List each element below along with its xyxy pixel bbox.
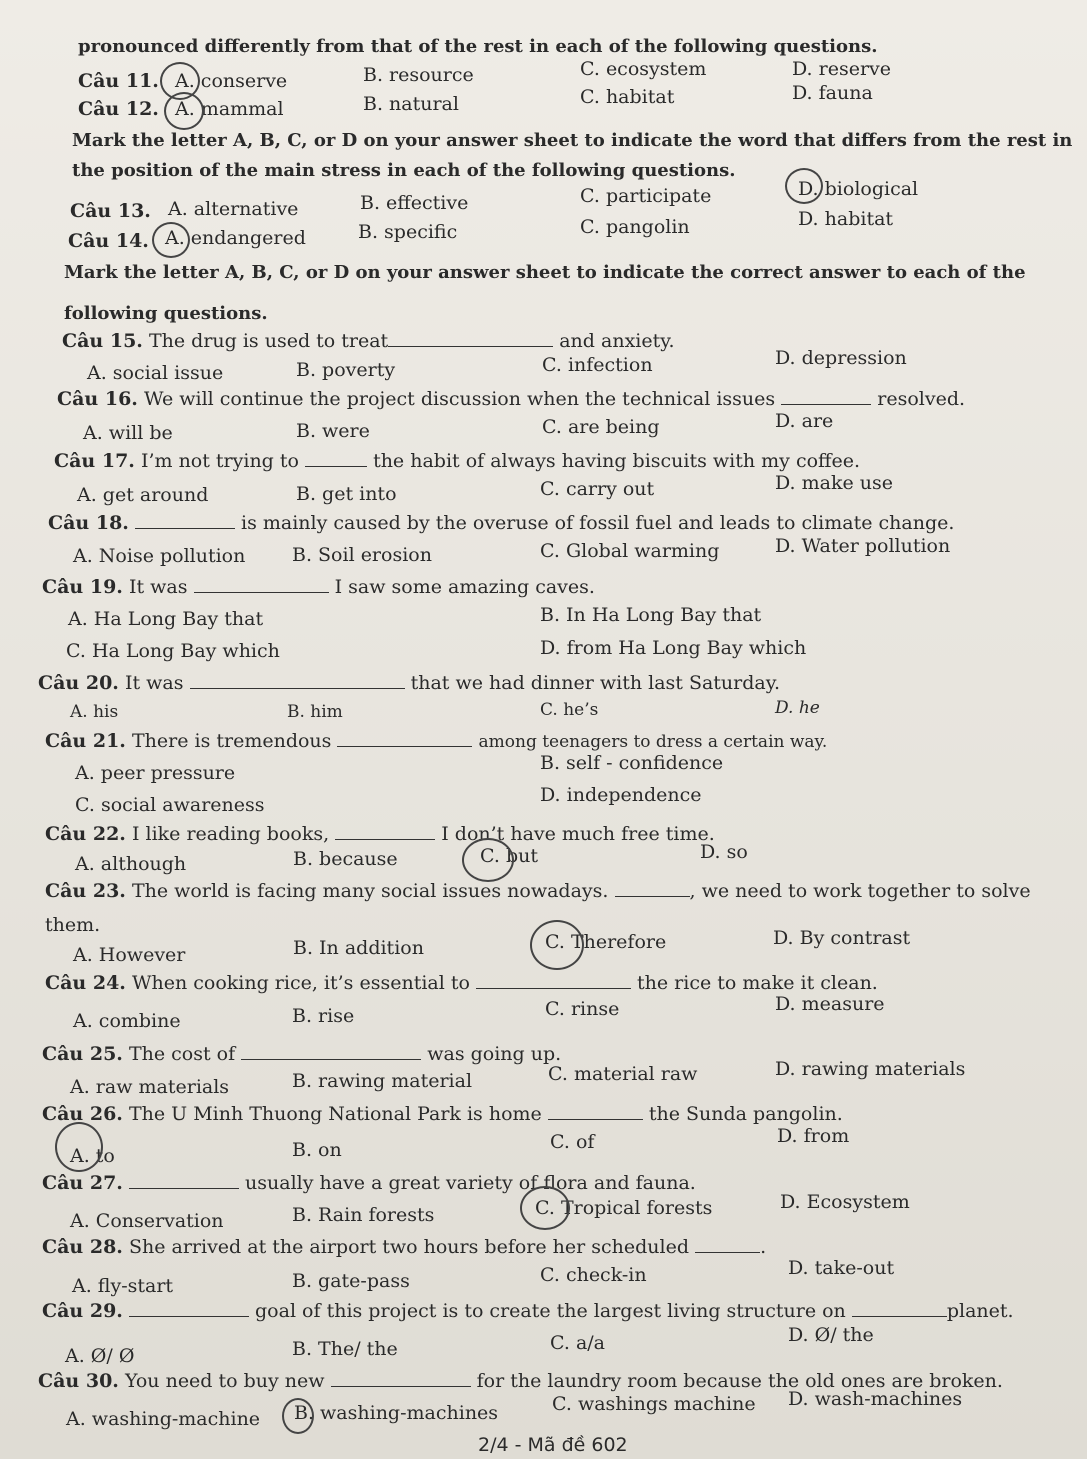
q25-option-d[interactable]: D. rawing materials (775, 1058, 966, 1080)
q17-option-d[interactable]: D. make use (775, 472, 894, 494)
q30-option-b[interactable]: B. washing-machines (294, 1402, 499, 1424)
q26-post: the Sunda pangolin. (648, 1103, 843, 1125)
q30-option-c[interactable]: C. washings machine (552, 1393, 756, 1415)
q29-label: Câu 29. (42, 1300, 123, 1322)
q29-option-d[interactable]: D. Ø/ the (788, 1324, 874, 1346)
q14-option-c[interactable]: C. pangolin (580, 216, 690, 238)
q20-option-b[interactable]: B. him (287, 702, 343, 722)
q11-option-c[interactable]: C. ecosystem (580, 58, 707, 80)
q12-label: Câu 12. (78, 98, 159, 120)
q23-pre: The world is facing many social issues nowadays. (131, 880, 609, 902)
q16-post: resolved. (877, 388, 966, 410)
q21-option-a[interactable]: A. peer pressure (75, 762, 236, 784)
q27-stem (42, 1172, 696, 1194)
q19-label: Câu 19. (42, 576, 123, 598)
q12-option-a[interactable]: A. mammal (175, 98, 284, 120)
q23-blank (615, 895, 690, 897)
q17-option-a[interactable]: A. get around (77, 484, 209, 506)
q18-option-d[interactable]: D. Water pollution (775, 535, 951, 557)
q24-option-b[interactable]: B. rise (292, 1005, 355, 1027)
correct-instruction-line2: following questions. (64, 303, 268, 324)
q12-option-d[interactable]: D. fauna (792, 82, 873, 104)
q20-option-c[interactable]: C. he’s (540, 700, 599, 720)
q14-option-a[interactable]: A. endangered (165, 227, 306, 249)
q19-option-c[interactable]: C. Ha Long Bay which (66, 640, 280, 662)
q30-option-d[interactable]: D. wash-machines (788, 1388, 963, 1410)
q11-label: Câu 11. (78, 70, 159, 92)
q15-option-b[interactable]: B. poverty (296, 359, 396, 381)
q18-label: Câu 18. (48, 512, 129, 534)
q13-option-c[interactable]: C. participate (580, 185, 712, 207)
q26-option-b[interactable]: B. on (292, 1139, 342, 1161)
q27-option-b[interactable]: B. Rain forests (292, 1204, 435, 1226)
q19-post: I saw some amazing caves. (334, 576, 595, 598)
q17-option-c[interactable]: C. carry out (540, 478, 655, 500)
q24-label: Câu 24. (45, 972, 126, 994)
q25-option-a[interactable]: A. raw materials (70, 1076, 230, 1098)
q15-post: and anxiety. (559, 330, 675, 352)
q15-stem (62, 330, 675, 352)
q12-option-b[interactable]: B. natural (363, 93, 459, 115)
q26-option-c[interactable]: C. of (550, 1131, 595, 1153)
q16-blank (781, 403, 871, 405)
q25-post: was going up. (427, 1043, 562, 1065)
q23-label: Câu 23. (45, 880, 126, 902)
q17-label: Câu 17. (54, 450, 135, 472)
q22-option-b[interactable]: B. because (293, 848, 398, 870)
q28-option-a[interactable]: A. fly-start (72, 1275, 174, 1297)
q16-option-d[interactable]: D. are (775, 410, 834, 432)
q29-option-a[interactable]: A. Ø/ Ø (65, 1345, 135, 1367)
q26-option-a[interactable]: A. to (70, 1145, 115, 1167)
q26-label: Câu 26. (42, 1103, 123, 1125)
q27-blank (129, 1187, 239, 1189)
q15-option-d[interactable]: D. depression (775, 347, 907, 369)
q15-blank (388, 345, 553, 347)
q27-label: Câu 27. (42, 1172, 123, 1194)
q24-option-a[interactable]: A. combine (73, 1010, 181, 1032)
q24-post: the rice to make it clean. (637, 972, 878, 994)
q15-pre: The drug is used to treat (148, 330, 389, 352)
q18-post: is mainly caused by the overuse of fossil fuel and leads to climate change. (241, 512, 955, 534)
q27-option-a[interactable]: A. Conservation (70, 1210, 224, 1232)
q17-option-b[interactable]: B. get into (296, 483, 397, 505)
q28-label: Câu 28. (42, 1236, 123, 1258)
q20-stem (38, 672, 780, 694)
q23-option-b[interactable]: B. In addition (293, 937, 424, 959)
q28-post: . (760, 1236, 767, 1258)
q16-stem (57, 388, 965, 410)
q16-option-b[interactable]: B. were (296, 420, 370, 442)
q27-post: usually have a great variety of flora and fauna. (245, 1172, 696, 1194)
q23-option-d[interactable]: D. By contrast (773, 927, 911, 949)
q28-option-d[interactable]: D. take-out (788, 1257, 895, 1279)
q24-stem (45, 972, 878, 994)
q30-post: for the laundry room because the old ones are broken. (476, 1370, 1003, 1392)
q23-stem (45, 880, 1031, 902)
q11-option-b[interactable]: B. resource (363, 64, 474, 86)
stress-instruction-line1: Mark the letter A, B, C, or D on your answer sheet to indicate the word that differs from the rest in (72, 130, 1073, 151)
q15-option-c[interactable]: C. infection (542, 354, 653, 376)
q22-option-c[interactable]: C. but (480, 845, 538, 867)
q12-option-c[interactable]: C. habitat (580, 86, 675, 108)
q16-option-c[interactable]: C. are being (542, 416, 660, 438)
q29-post: goal of this project is to create the largest living structure on (255, 1300, 846, 1322)
q21-stem (45, 730, 827, 752)
q13-label: Câu 13. (70, 200, 151, 222)
answer-circle-mark (520, 1186, 570, 1230)
q20-post: that we had dinner with last Saturday. (410, 672, 780, 694)
q24-option-d[interactable]: D. measure (775, 993, 885, 1015)
q22-blank (335, 838, 435, 840)
q16-pre: We will continue the project discussion when the technical issues (143, 388, 776, 410)
q17-pre: I’m not trying to (140, 450, 299, 472)
q21-pre: There is tremendous (131, 730, 332, 752)
q19-option-d[interactable]: D. from Ha Long Bay which (540, 637, 807, 659)
q25-label: Câu 25. (42, 1043, 123, 1065)
q21-label: Câu 21. (45, 730, 126, 752)
q25-stem (42, 1043, 561, 1065)
correct-instruction-line1: Mark the letter A, B, C, or D on your answer sheet to indicate the correct answer to each of the (64, 262, 1026, 283)
answer-circle-mark (462, 838, 514, 882)
q28-stem (42, 1236, 766, 1258)
q22-option-a[interactable]: A. although (75, 853, 187, 875)
q25-pre: The cost of (128, 1043, 236, 1065)
q23-option-c[interactable]: C. Therefore (545, 931, 667, 953)
q29-blank-2 (852, 1315, 947, 1317)
q26-option-d[interactable]: D. from (777, 1125, 850, 1147)
q21-post: among teenagers to dress a certain way. (478, 732, 828, 752)
q21-option-d[interactable]: D. independence (540, 784, 702, 806)
q30-label: Câu 30. (38, 1370, 119, 1392)
q19-option-b[interactable]: B. In Ha Long Bay that (540, 604, 762, 626)
q25-option-c[interactable]: C. material raw (548, 1063, 698, 1085)
q29-option-c[interactable]: C. a/a (550, 1332, 605, 1354)
q19-blank (194, 591, 329, 593)
q16-label: Câu 16. (57, 388, 138, 410)
q19-option-a[interactable]: A. Ha Long Bay that (68, 608, 264, 630)
q20-option-a[interactable]: A. his (70, 702, 119, 722)
pronunciation-instruction: pronounced differently from that of the rest in each of the following questions. (78, 36, 878, 57)
answer-circle-mark (55, 1122, 103, 1172)
answer-circle-mark (282, 1398, 314, 1434)
q18-option-c[interactable]: C. Global warming (540, 540, 720, 562)
q13-option-a[interactable]: A. alternative (168, 198, 299, 220)
q25-option-b[interactable]: B. rawing material (292, 1070, 473, 1092)
q24-option-c[interactable]: C. rinse (545, 998, 620, 1020)
q28-option-b[interactable]: B. gate-pass (292, 1270, 410, 1292)
q20-pre: It was (124, 672, 184, 694)
answer-circle-mark (152, 222, 190, 258)
q26-stem (42, 1103, 843, 1125)
stress-instruction-line2: the position of the main stress in each of the following questions. (72, 160, 736, 181)
q22-stem (45, 823, 715, 845)
q27-option-c[interactable]: C. Tropical forests (535, 1197, 713, 1219)
q25-blank (241, 1058, 421, 1060)
page-footer: 2/4 - Mã đề 602 (478, 1434, 628, 1456)
q21-option-c[interactable]: C. social awareness (75, 794, 265, 816)
q17-stem (54, 450, 860, 472)
q26-pre: The U Minh Thuong National Park is home (128, 1103, 542, 1125)
q22-label: Câu 22. (45, 823, 126, 845)
q18-stem (48, 512, 954, 534)
q11-option-a[interactable]: A. conserve (175, 70, 288, 92)
q20-blank (190, 687, 405, 689)
answer-circle-mark (164, 92, 204, 130)
q21-option-b[interactable]: B. self - confidence (540, 752, 724, 774)
answer-circle-mark (530, 920, 584, 970)
q30-pre: You need to buy new (124, 1370, 325, 1392)
q30-blank (331, 1385, 471, 1387)
q13-option-b[interactable]: B. effective (360, 192, 469, 214)
q18-option-a[interactable]: A. Noise pollution (73, 545, 246, 567)
q28-pre: She arrived at the airport two hours before her scheduled (128, 1236, 690, 1258)
q19-pre: It was (128, 576, 188, 598)
q17-post: the habit of always having biscuits with my coffee. (373, 450, 861, 472)
answer-circle-mark (785, 168, 823, 204)
q22-pre: I like reading books, (131, 823, 330, 845)
q18-blank (135, 527, 235, 529)
q30-option-a[interactable]: A. washing-machine (66, 1408, 261, 1430)
q14-option-b[interactable]: B. specific (358, 221, 458, 243)
q14-label: Câu 14. (68, 230, 149, 252)
q28-blank (695, 1251, 760, 1253)
q24-pre: When cooking rice, it’s essential to (131, 972, 470, 994)
q22-post: I don’t have much free time. (441, 823, 715, 845)
q28-option-c[interactable]: C. check-in (540, 1264, 647, 1286)
q29-post2: planet. (946, 1300, 1014, 1322)
q21-blank (337, 745, 472, 747)
q23-post: , we need to work together to solve (689, 880, 1031, 902)
q17-blank (305, 465, 367, 467)
q15-option-a[interactable]: A. social issue (87, 362, 224, 384)
q22-option-d[interactable]: D. so (700, 841, 748, 863)
q27-option-d[interactable]: D. Ecosystem (780, 1191, 910, 1213)
q13-option-d[interactable]: D. biological (798, 178, 919, 200)
q19-stem (42, 576, 595, 598)
q11-option-d[interactable]: D. reserve (792, 58, 892, 80)
q18-option-b[interactable]: B. Soil erosion (292, 544, 432, 566)
q26-blank (548, 1118, 643, 1120)
q24-blank (476, 987, 631, 989)
q20-option-d[interactable]: D. he (775, 698, 820, 718)
q14-option-d[interactable]: D. habitat (798, 208, 894, 230)
q20-label: Câu 20. (38, 672, 119, 694)
q15-label: Câu 15. (62, 330, 143, 352)
q23-continuation: them. (45, 914, 101, 936)
q23-option-a[interactable]: A. However (73, 944, 186, 966)
q29-stem (42, 1300, 1014, 1322)
q16-option-a[interactable]: A. will be (83, 422, 173, 444)
q29-blank (129, 1315, 249, 1317)
q29-option-b[interactable]: B. The/ the (292, 1338, 398, 1360)
